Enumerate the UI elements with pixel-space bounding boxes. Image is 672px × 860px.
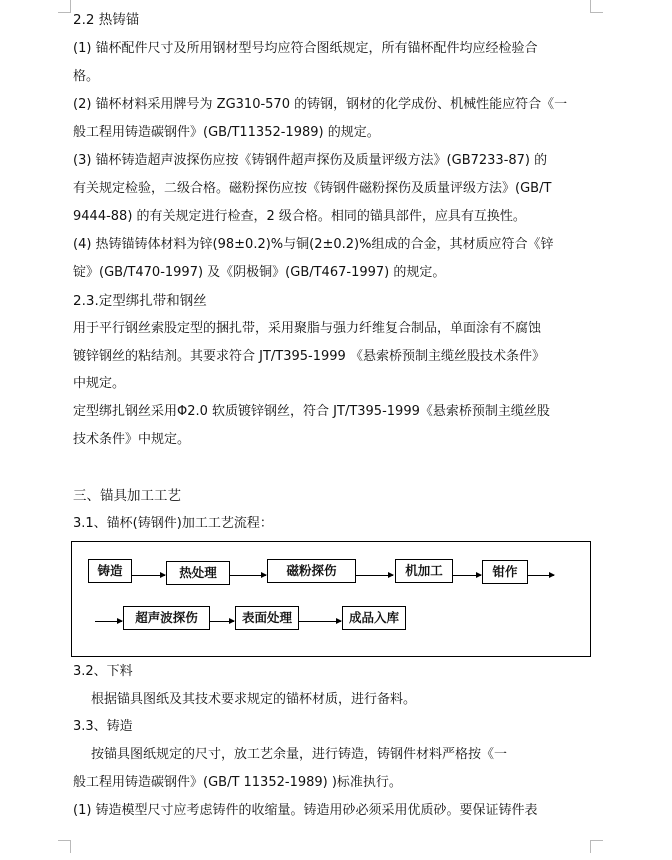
para-3-3-line1: 按锚具图纸规定的尺寸，放工艺余量，进行铸造，铸钢件材料严格按《一 xyxy=(91,747,508,762)
para-2-3-2-line1: 定型绑扎钢丝采用Φ2.0 软质镀锌钢丝，符合 JT/T395-1999《悬索桥预制主缆丝股 xyxy=(73,404,550,419)
para-2-3-1-line2: 镀锌钢丝的粘结剂。其要求符合 JT/T395-1999 《悬索桥预制主缆丝股技术条件》 xyxy=(73,349,545,364)
flow-step-warehousing: 成品入库 xyxy=(342,606,406,630)
flow-step-casting: 铸造 xyxy=(88,559,132,583)
para-2-2-1-line1: (1) 锚杯配件尺寸及所用钢材型号均应符合图纸规定，所有锚杯配件均应经检验合 xyxy=(73,41,538,56)
flow-arrow xyxy=(210,621,234,622)
para-2-3-1-line3: 中规定。 xyxy=(73,376,126,391)
para-2-3-2-line2: 技术条件》中规定。 xyxy=(73,432,191,447)
para-3-3-line2: 般工程用铸造碳钢件》(GB/T 11352-1989) )标准执行。 xyxy=(73,775,402,790)
flow-step-machining: 机加工 xyxy=(395,559,453,583)
crop-mark-bottom-left xyxy=(58,840,71,853)
flow-step-magnetic-inspection: 磁粉探伤 xyxy=(267,559,356,583)
flow-arrow xyxy=(453,575,481,576)
para-2-3-1-line1: 用于平行钢丝索股定型的捆扎带，采用聚脂与强力纤维复合制品，单面涂有不腐蚀 xyxy=(73,321,542,336)
flow-step-surface-treatment: 表面处理 xyxy=(235,606,299,630)
para-2-2-2-line1: (2) 锚杯材料采用牌号为 ZG310-570 的铸钢，钢材的化学成份、机械性能应符合《一 xyxy=(73,97,568,112)
flow-step-ultrasonic-inspection: 超声波探伤 xyxy=(123,606,210,630)
flow-arrow xyxy=(132,575,165,576)
crop-mark-top-left xyxy=(58,0,71,13)
para-2-2-4-line2: 锭》(GB/T470-1997) 及《阴极铜》(GB/T467-1997) 的规定。 xyxy=(73,265,446,280)
flow-arrow xyxy=(230,575,266,576)
para-2-2-3-line1: (3) 锚杯铸造超声波探伤应按《铸钢件超声探伤及质量评级方法》(GB7233-87) 的 xyxy=(73,153,548,168)
para-2-2-1-line2: 格。 xyxy=(73,69,100,84)
flow-step-heat-treatment: 热处理 xyxy=(166,561,230,585)
section-2-3-title: 2.3.定型绑扎带和钢丝 xyxy=(73,293,207,309)
subsection-3-1-title: 3.1、锚杯(铸钢件)加工工艺流程： xyxy=(73,516,273,531)
para-2-2-4-line1: (4) 热铸锚铸体材料为锌(98±0.2)%与铜(2±0.2)%组成的合金，其材质应符合《锌 xyxy=(73,237,554,252)
para-2-2-2-line2: 般工程用铸造碳钢件》(GB/T11352-1989) 的规定。 xyxy=(73,125,380,140)
subsection-3-2-title: 3.2、下料 xyxy=(73,664,133,679)
para-3-2: 根据锚具图纸及其技术要求规定的锚杯材质，进行备料。 xyxy=(91,692,417,707)
para-2-2-3-line3: 9444-88) 的有关规定进行检查，2 级合格。相同的锚具部件，应具有互换性。 xyxy=(73,209,526,224)
crop-mark-bottom-right xyxy=(590,840,603,853)
flow-arrow xyxy=(299,621,341,622)
flow-arrow xyxy=(95,621,122,622)
section-2-2-title: 2.2 热铸锚 xyxy=(73,12,140,28)
para-2-2-3-line2: 有关规定检验，二级合格。磁粉探伤应按《铸钢件磁粉探伤及质量评级方法》(GB/T xyxy=(73,181,552,196)
flow-arrow xyxy=(528,575,554,576)
flow-step-bench-work: 钳作 xyxy=(482,560,528,584)
subsection-3-3-title: 3.3、铸造 xyxy=(73,719,133,734)
flow-arrow xyxy=(356,575,393,576)
para-3-3-1: (1) 铸造模型尺寸应考虑铸件的收缩量。铸造用砂必须采用优质砂。要保证铸件表 xyxy=(73,803,538,818)
section-3-title: 三、锚具加工工艺 xyxy=(73,488,181,504)
